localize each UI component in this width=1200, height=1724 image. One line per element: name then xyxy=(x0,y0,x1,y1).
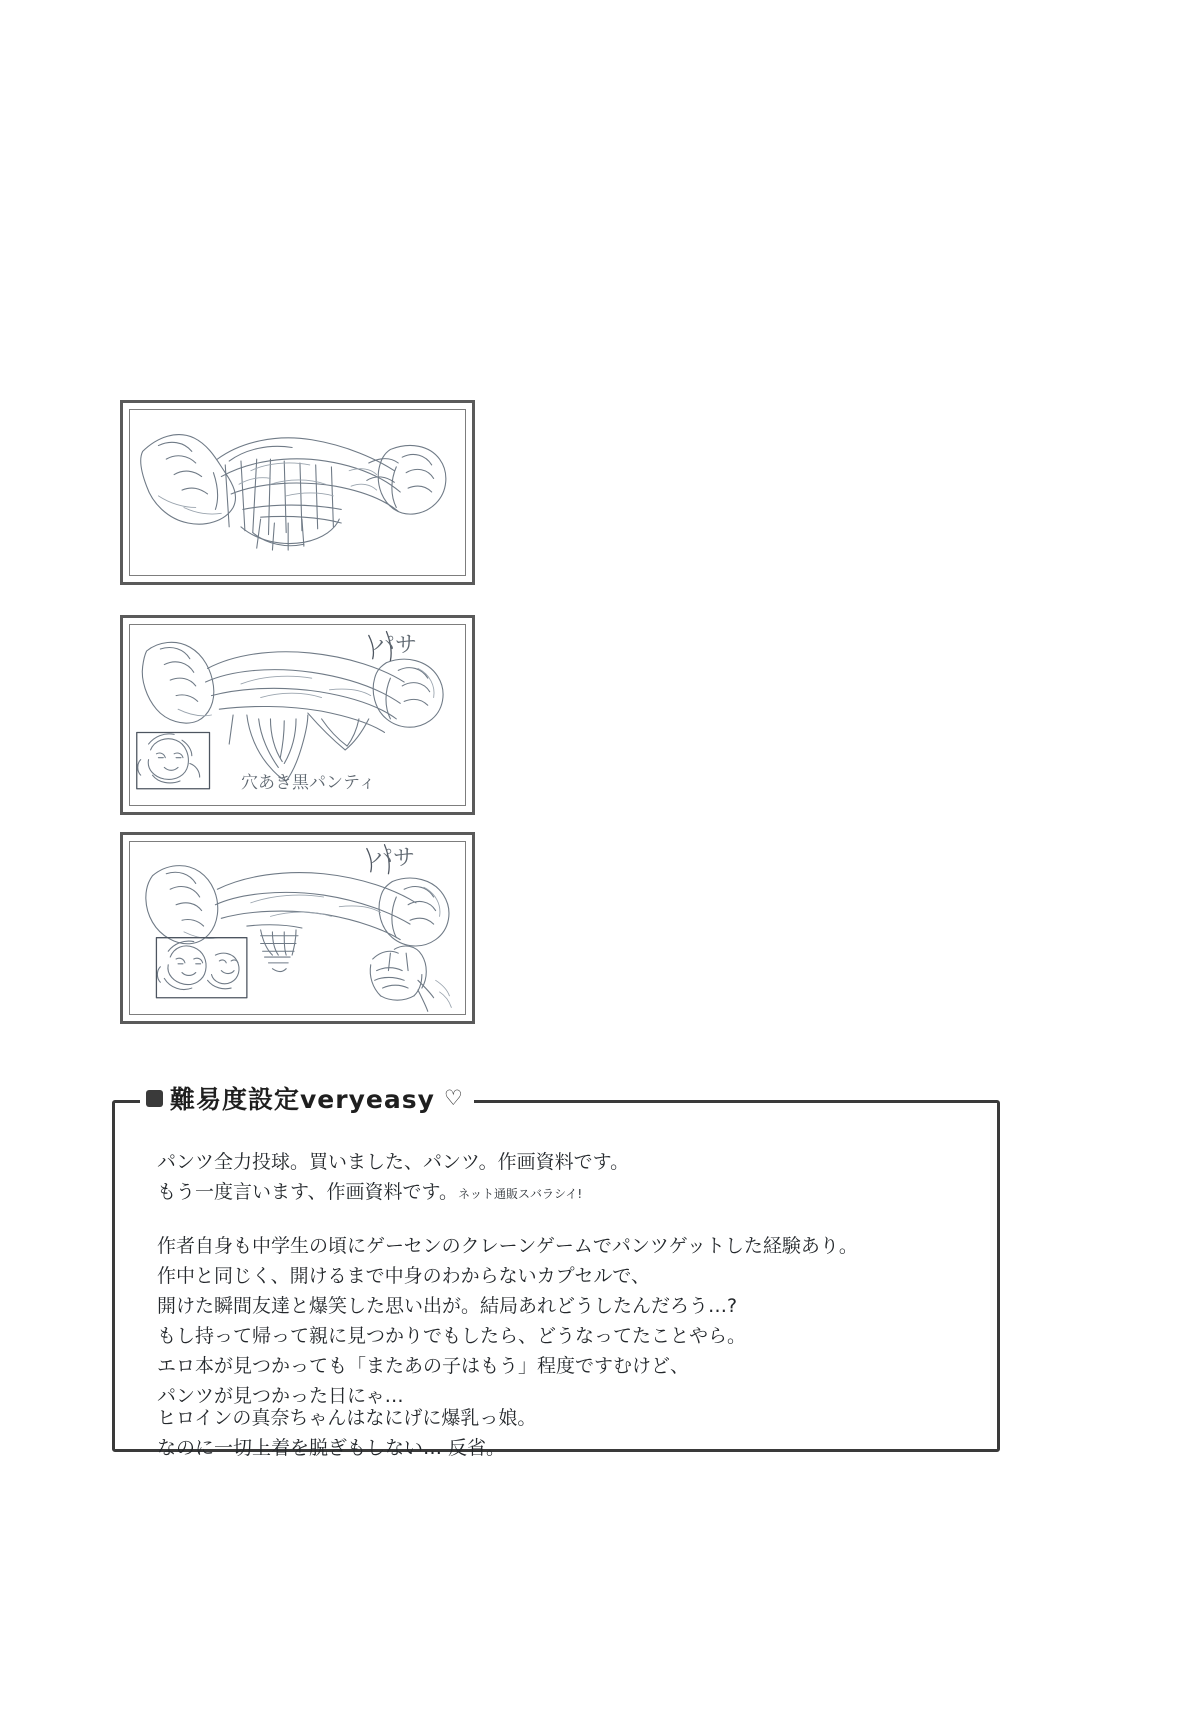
afterword-line: ヒロインの真奈ちゃんはなにげに爆乳っ娘。 xyxy=(157,1407,537,1429)
sketch-panel-1 xyxy=(120,400,475,585)
afterword-line: エロ本が見つかっても「またあの子はもう」程度ですむけど、 xyxy=(157,1355,690,1377)
afterword-line-text: もう一度言います、作画資料です。 xyxy=(157,1181,458,1203)
afterword-line: もし持って帰って親に見つかりでもしたら、どうなってたことやら。 xyxy=(157,1325,747,1347)
afterword-title xyxy=(140,1080,474,1116)
afterword-line: なのに一切上着を脱ぎもしない… 反省。 xyxy=(157,1437,506,1459)
afterword-title-text: 難易度設定veryeasy xyxy=(170,1085,435,1114)
panel-1-artwork xyxy=(123,403,472,582)
afterword-box xyxy=(112,1100,1000,1459)
afterword-paragraph-1 xyxy=(157,1147,629,1209)
afterword-line: 開けた瞬間友達と爆笑した思い出が。結局あれどうしたんだろう…? xyxy=(157,1295,738,1317)
afterword-line: 作中と同じく、開けるまで中身のわからないカプセルで、 xyxy=(157,1265,651,1287)
panel-2-caption: 穴あき黒パンティ xyxy=(241,773,376,793)
panel-2-sfx: パサ xyxy=(373,633,418,658)
afterword-paragraph-2 xyxy=(157,1231,858,1411)
sketch-panel-3 xyxy=(120,832,475,1024)
filled-square-icon xyxy=(146,1090,163,1107)
panel-3-sfx: パサ xyxy=(371,846,416,871)
heart-icon: ♡ xyxy=(443,1086,464,1110)
afterword-paragraph-3 xyxy=(157,1403,536,1463)
panel-3-artwork xyxy=(123,835,472,1021)
afterword-line: パンツ全力投球。買いました、パンツ。作画資料です。 xyxy=(157,1151,630,1173)
sketch-panel-2 xyxy=(120,615,475,815)
afterword-line xyxy=(157,1177,629,1209)
afterword-line: パンツが見つかった日にゃ… xyxy=(157,1385,404,1407)
afterword-line: 作者自身も中学生の頃にゲーセンのクレーンゲームでパンツゲットした経験あり。 xyxy=(157,1235,858,1257)
afterword-note: ネット通販スバラシイ! xyxy=(457,1187,583,1201)
